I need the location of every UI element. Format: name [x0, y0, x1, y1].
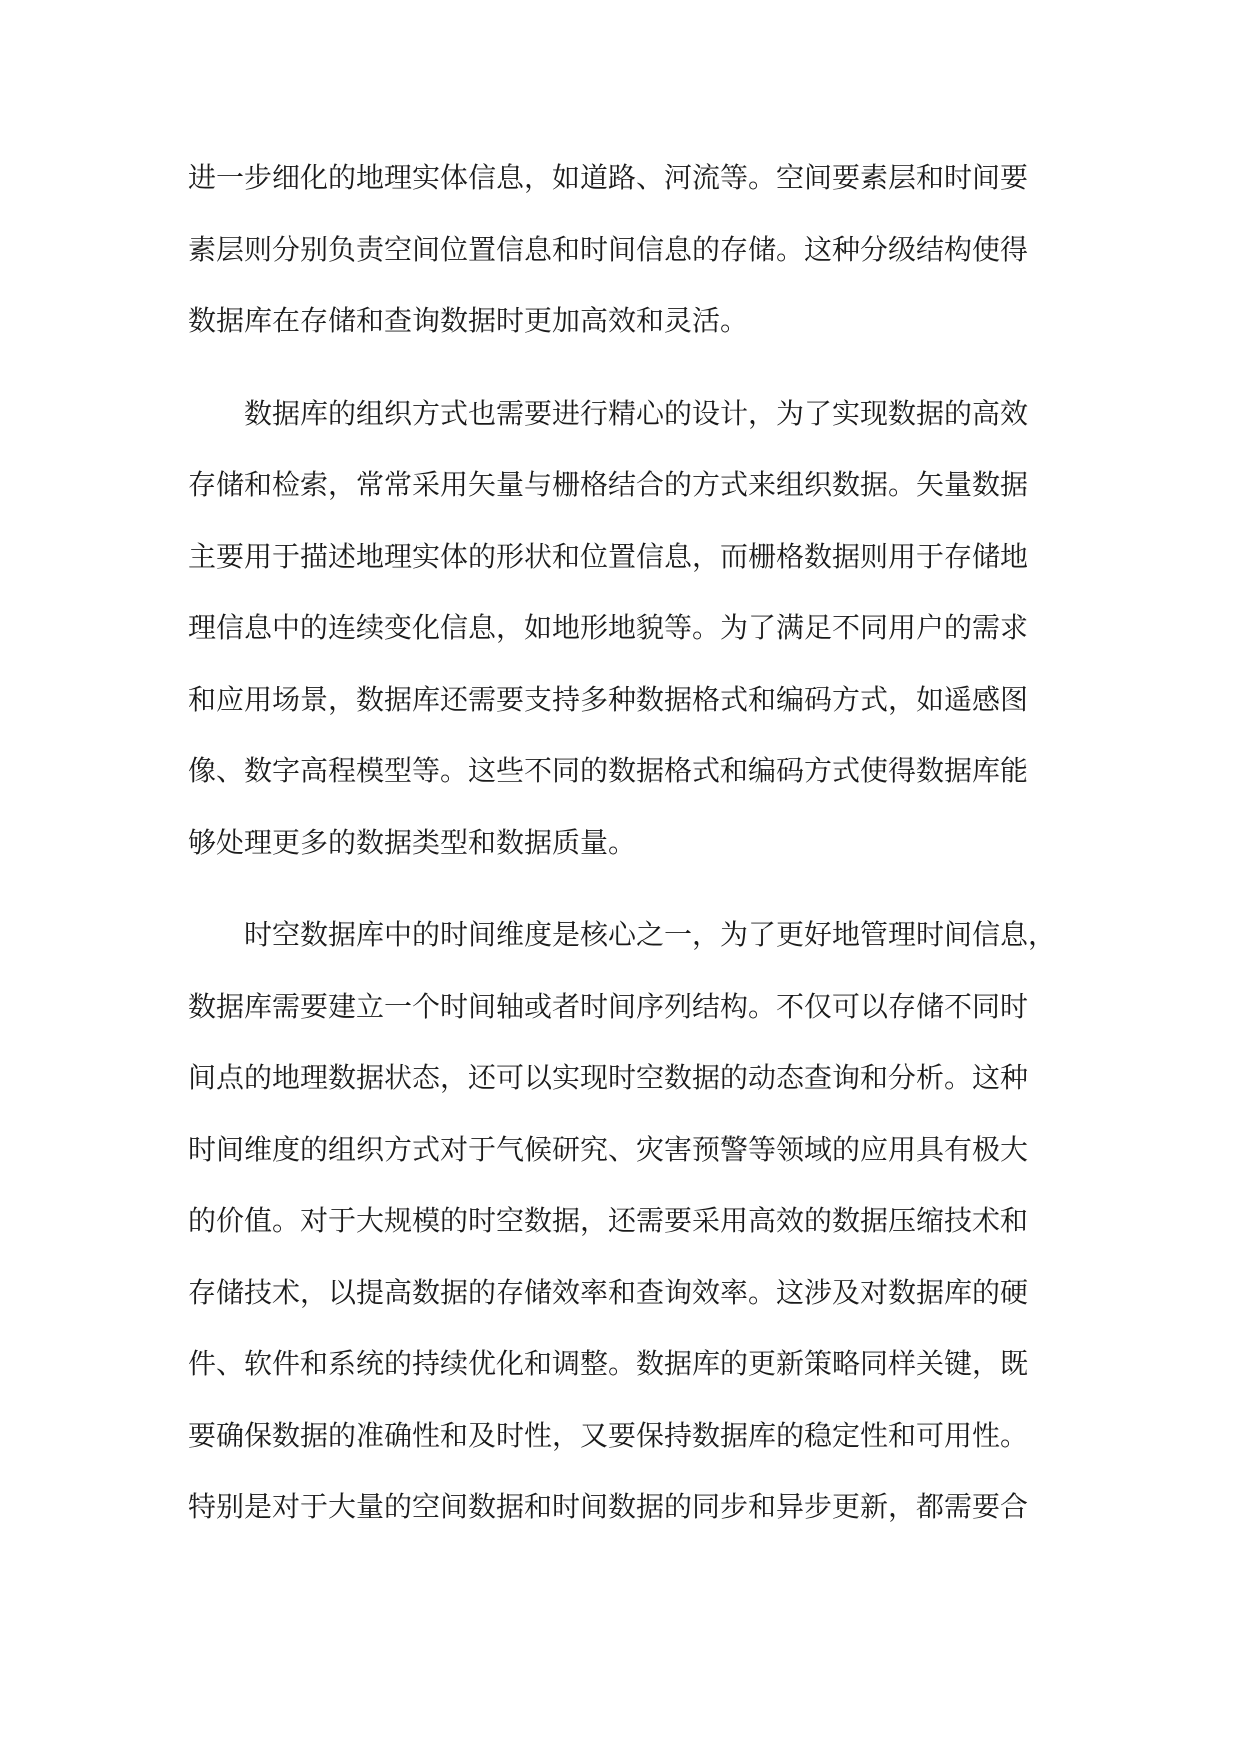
paragraph-3-line-2: 数据库需要建立一个时间轴或者时间序列结构。不仅可以存储不同时 — [188, 989, 1029, 1023]
paragraph-1-line-2: 素层则分别负责空间位置信息和时间信息的存储。这种分级结构使得 — [188, 232, 1029, 266]
paragraph-3-line-9: 特别是对于大量的空间数据和时间数据的同步和异步更新，都需要合 — [188, 1490, 1029, 1523]
paragraph-1-line-1: 进一步细化的地理实体信息，如道路、河流等。空间要素层和时间要 — [188, 161, 1029, 194]
paragraph-2-line-5: 和应用场景，数据库还需要支持多种数据格式和编码方式，如遥感图 — [188, 682, 1029, 716]
paragraph-gap — [188, 878, 1058, 899]
paragraph-2-line-7: 够处理更多的数据类型和数据质量。 — [188, 825, 637, 859]
paragraph-3-line-6: 存储技术，以提高数据的存储效率和查询效率。这涉及对数据库的硬 — [188, 1275, 1029, 1309]
paragraph-3-line-7: 件、软件和系统的持续优化和调整。数据库的更新策略同样关键，既 — [188, 1347, 1029, 1380]
paragraph-2-line-4: 理信息中的连续变化信息，如地形地貌等。为了满足不同用户的需求 — [188, 611, 1029, 644]
paragraph-gap — [188, 357, 1058, 378]
paragraph-3-line-3: 间点的地理数据状态，还可以实现时空数据的动态查询和分析。这种 — [188, 1061, 1029, 1094]
paragraph-3-line-1: 时空数据库中的时间维度是核心之一，为了更好地管理时间信息， — [244, 918, 1057, 951]
paragraph-3-line-8: 要确保数据的准确性和及时性，又要保持数据库的稳定性和可用性。 — [188, 1418, 1029, 1452]
paragraph-2-line-1: 数据库的组织方式也需要进行精心的设计，为了实现数据的高效 — [244, 396, 1029, 430]
paragraph-1-line-3: 数据库在存储和查询数据时更加高效和灵活。 — [188, 304, 749, 337]
paragraph-2-line-6: 像、数字高程模型等。这些不同的数据格式和编码方式使得数据库能 — [188, 754, 1029, 787]
paragraph-3-line-4: 时间维度的组织方式对于气候研究、灾害预警等领域的应用具有极大 — [188, 1132, 1029, 1166]
body-text — [188, 142, 1058, 1543]
paragraph-2-line-2: 存储和检索，常常采用矢量与栅格结合的方式来组织数据。矢量数据 — [188, 468, 1029, 501]
paragraph-3-line-5: 的价值。对于大规模的时空数据，还需要采用高效的数据压缩技术和 — [188, 1204, 1029, 1237]
paragraph-2-line-3: 主要用于描述地理实体的形状和位置信息，而栅格数据则用于存储地 — [188, 539, 1029, 573]
